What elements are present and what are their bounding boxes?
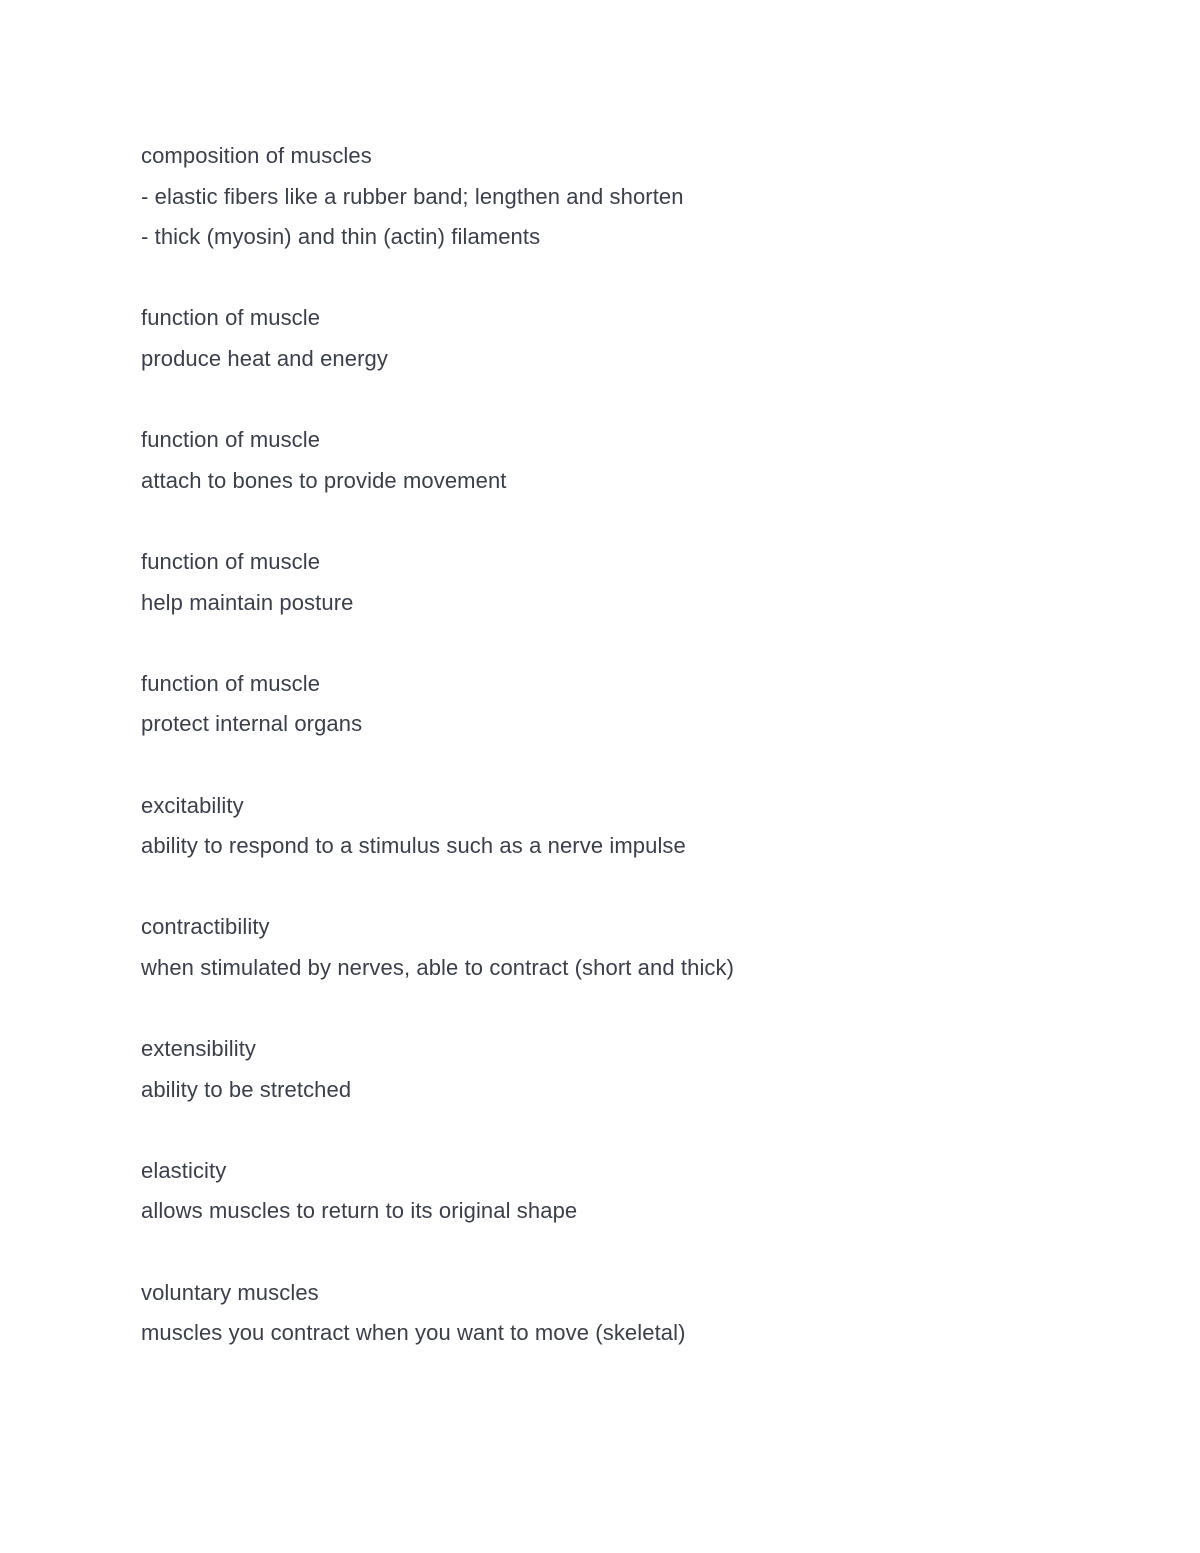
entry-term: extensibility — [141, 1036, 257, 1062]
entry-definition-line: allows muscles to return to its original shape — [141, 1198, 578, 1224]
entry-function-heat — [141, 303, 1081, 384]
entry-composition — [141, 141, 1081, 263]
entry-definition-line: protect internal organs — [141, 711, 363, 737]
entry-term: excitability — [141, 792, 244, 818]
entry-definition-line: - elastic fibers like a rubber band; lengthen and shorten — [141, 183, 684, 209]
entry-definition-line: help maintain posture — [141, 589, 354, 615]
entry-elasticity — [141, 1156, 1081, 1237]
entry-term: function of muscle — [141, 427, 321, 453]
entry-term: function of muscle — [141, 670, 321, 696]
entry-term: voluntary muscles — [141, 1279, 319, 1305]
entry-term: function of muscle — [141, 548, 321, 574]
entry-function-protect — [141, 669, 1081, 750]
entry-term: contractibility — [141, 914, 270, 940]
entry-term: elasticity — [141, 1157, 227, 1183]
entry-function-movement — [141, 425, 1081, 506]
entry-definition-line: produce heat and energy — [141, 345, 388, 371]
entry-function-posture — [141, 547, 1081, 628]
entry-contractibility — [141, 912, 1081, 993]
entry-definition-line: - thick (myosin) and thin (actin) filaments — [141, 224, 541, 250]
entry-definition-line: ability to respond to a stimulus such as a nerve impulse — [141, 833, 686, 859]
entry-term: composition of muscles — [141, 143, 372, 168]
entry-voluntary-muscles — [141, 1278, 1081, 1359]
entry-term: function of muscle — [141, 305, 321, 331]
entry-definition-line: attach to bones to provide movement — [141, 467, 507, 493]
entry-extensibility — [141, 1034, 1081, 1115]
document-page — [141, 141, 1081, 1399]
entry-definition-line: ability to be stretched — [141, 1076, 352, 1102]
entry-definition-line: when stimulated by nerves, able to contract (short and thick) — [141, 954, 735, 980]
entry-excitability — [141, 791, 1081, 872]
entry-definition-line: muscles you contract when you want to move (skeletal) — [141, 1320, 686, 1346]
